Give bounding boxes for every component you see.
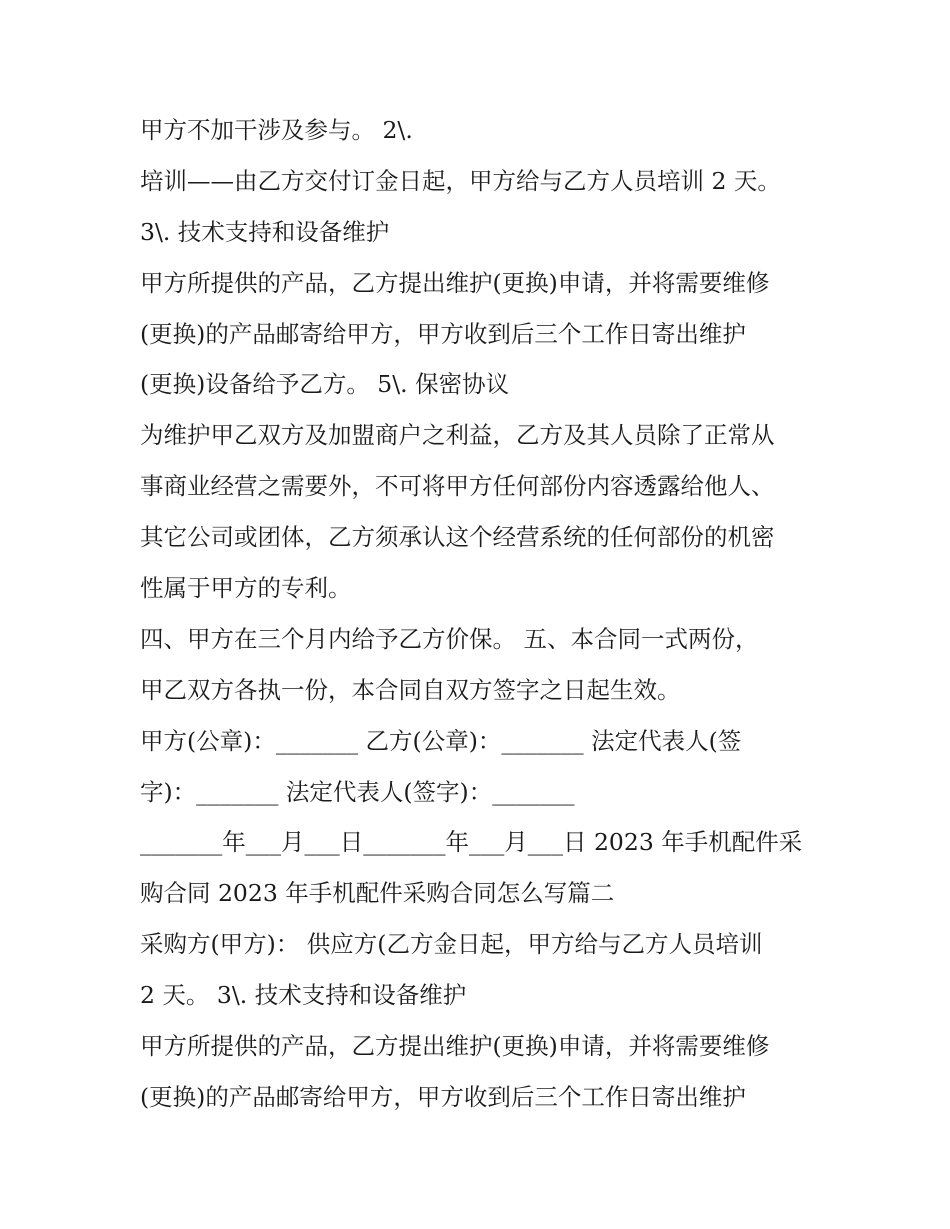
text-line: 3\. 技术支持和设备维护	[140, 217, 390, 246]
text-line: 甲方所提供的产品，乙方提出维护(更换)申请，并将需要维修	[140, 268, 770, 297]
text-line: 其它公司或团体，乙方须承认这个经营系统的任何部份的机密	[140, 523, 775, 552]
text-line: (更换)设备给予乙方。 5\. 保密协议	[140, 370, 510, 399]
text-line: (更换)的产品邮寄给甲方，甲方收到后三个工作日寄出维护	[140, 1082, 746, 1111]
text-line: 2 天。 3\. 技术支持和设备维护	[140, 981, 467, 1010]
text-line: 培训——由乙方交付订金日起，甲方给与乙方人员培训 2 天。	[140, 166, 781, 195]
text-line: 甲方不加干涉及参与。 2\.	[140, 116, 413, 144]
document-body	[140, 105, 830, 1123]
text-line: 甲方所提供的产品，乙方提出维护(更换)申请，并将需要维修	[140, 1032, 770, 1061]
text-line: 事商业经营之需要外，不可将甲方任何部份内容透露给他人、	[140, 472, 775, 501]
text-line: 为维护甲乙双方及加盟商户之利益，乙方及其人员除了正常从	[140, 421, 775, 450]
text-line: 购合同 2023 年手机配件采购合同怎么写篇二	[140, 879, 615, 908]
text-line: 采购方(甲方)： 供应方(乙方金日起，甲方给与乙方人员培训	[140, 930, 763, 959]
text-line: (更换)的产品邮寄给甲方，甲方收到后三个工作日寄出维护	[140, 319, 746, 348]
text-line: 性属于甲方的专利。	[140, 574, 352, 603]
signature-line: 字)：_______ 法定代表人(签字)：_______	[140, 777, 575, 806]
text-line: 四、甲方在三个月内给予乙方价保。 五、本合同一式两份，	[140, 624, 759, 653]
date-line: _______年___月___日_______年___月___日 2023 年手机配件采	[140, 828, 803, 857]
text-line: 甲乙双方各执一份，本合同自双方签字之日起生效。	[140, 675, 681, 704]
signature-line: 甲方(公章)：_______ 乙方(公章)：_______ 法定代表人(签	[140, 726, 742, 755]
